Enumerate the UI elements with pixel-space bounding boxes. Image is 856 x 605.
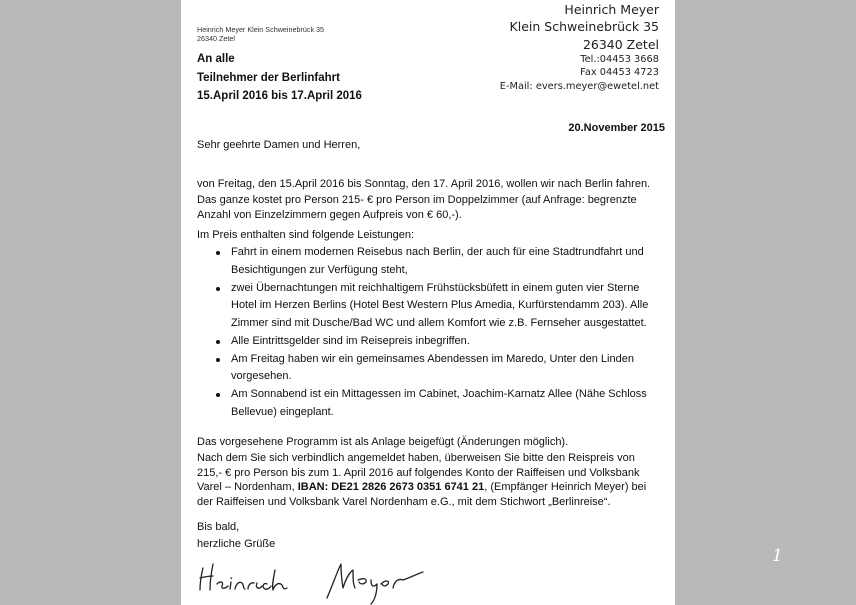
services-list: [197, 244, 667, 422]
list-item-line: Am Freitag haben wir ein gemeinsames Abendessen im Maredo, Unter den Linden: [231, 352, 634, 365]
closing-line1: Bis bald,: [197, 521, 240, 533]
list-item-line: Hotel im Herzen Berlins (Hotel Best Western Plus Amedia, Kurfürstendamm 203). Alle: [231, 299, 649, 311]
sender-fax: Fax 04453 4723: [580, 67, 659, 78]
list-item: [197, 351, 667, 386]
list-item: [197, 280, 667, 333]
payment-line3-start: Varel – Nordenham,: [197, 481, 298, 493]
intro-line2: Das ganze kostet pro Person 215- € pro Person im Doppelzimmer (auf Anfrage: begrenzte: [197, 193, 637, 206]
list-item-line: zwei Übernachtungen mit reichhaltigem Frühstücksbüfett in einem guten vier Sterne: [231, 281, 640, 294]
list-item: [197, 333, 667, 351]
letter-date: 20.November 2015: [568, 122, 665, 134]
payment-line1: Nach dem Sie sich verbindlich angemeldet haben, überweisen Sie bitte den Reispreis von: [197, 452, 635, 464]
recipient-line2: Teilnehmer der Berlinfahrt: [197, 72, 340, 84]
payment-line4: der Raiffeisen und Volksbank Varel Nordenham e.G., mit dem Stichwort „Berlinreise“.: [197, 495, 611, 508]
list-item-line: Fahrt in einem modernen Reisebus nach Berlin, der auch für eine Stadtrundfahrt und: [231, 246, 644, 258]
list-item: [197, 244, 667, 279]
list-item-line: vorgesehen.: [231, 370, 292, 382]
return-address-line2: 26340 Zetel: [197, 34, 235, 43]
payment-line2: 215,- € pro Person bis zum 1. April 2016 auf folgendes Konto der Raiffeisen und Volksbank: [197, 466, 640, 479]
payment-paragraph: [197, 451, 667, 509]
handwritten-signature: [195, 548, 435, 605]
intro-line3: Anzahl von Einzelzimmern gegen Aufpreis von € 60,-).: [197, 209, 462, 221]
list-item-line: Zimmer sind mit Dusche/Bad WC und allem Komfort wie z.B. Fernseher ausgestattet.: [231, 316, 647, 329]
sender-name: Heinrich Meyer: [564, 2, 659, 17]
services-heading: Im Preis enthalten sind folgende Leistungen:: [197, 229, 415, 241]
return-address-line1: Heinrich Meyer Klein Schweinebrück 35: [197, 25, 325, 34]
list-item-line: Besichtigungen zur Verfügung steht,: [231, 263, 408, 276]
sender-email: E-Mail: evers.meyer@ewetel.net: [499, 81, 659, 92]
intro-line1: von Freitag, den 15.April 2016 bis Sonntag, den 17. April 2016, wollen wir nach Berlin fahren.: [197, 178, 651, 190]
program-note: Das vorgesehene Programm ist als Anlage beigefügt (Änderungen möglich).: [197, 436, 569, 448]
sender-phone: Tel.:04453 3668: [580, 54, 659, 65]
letter-page: [181, 0, 675, 605]
recipient-line1: An alle: [197, 53, 235, 65]
list-item-line: Am Sonnabend ist ein Mittagessen im Cabinet, Joachim-Karnatz Allee (Nähe Schloss: [231, 388, 647, 400]
sender-city: 26340 Zetel: [582, 37, 659, 52]
closing-line2: herzliche Grüße: [197, 538, 276, 550]
page-number: 1: [772, 546, 783, 566]
iban: IBAN: DE21 2826 2673 0351 6741 21: [297, 481, 485, 493]
list-item-line: Alle Eintrittsgelder sind im Reisepreis inbegriffen.: [231, 334, 470, 347]
payment-line3-end: , (Empfänger Heinrich Meyer) bei: [484, 481, 647, 493]
return-address: [197, 25, 324, 43]
sender-street: Klein Schweinebrück 35: [509, 19, 659, 34]
intro-paragraph: [197, 177, 667, 224]
list-item: [197, 386, 667, 421]
payment-line3: [197, 480, 667, 495]
salutation: Sehr geehrte Damen und Herren,: [197, 139, 361, 151]
list-item-line: Bellevue) eingeplant.: [231, 405, 334, 418]
recipient-line3: 15.April 2016 bis 17.April 2016: [197, 90, 362, 102]
